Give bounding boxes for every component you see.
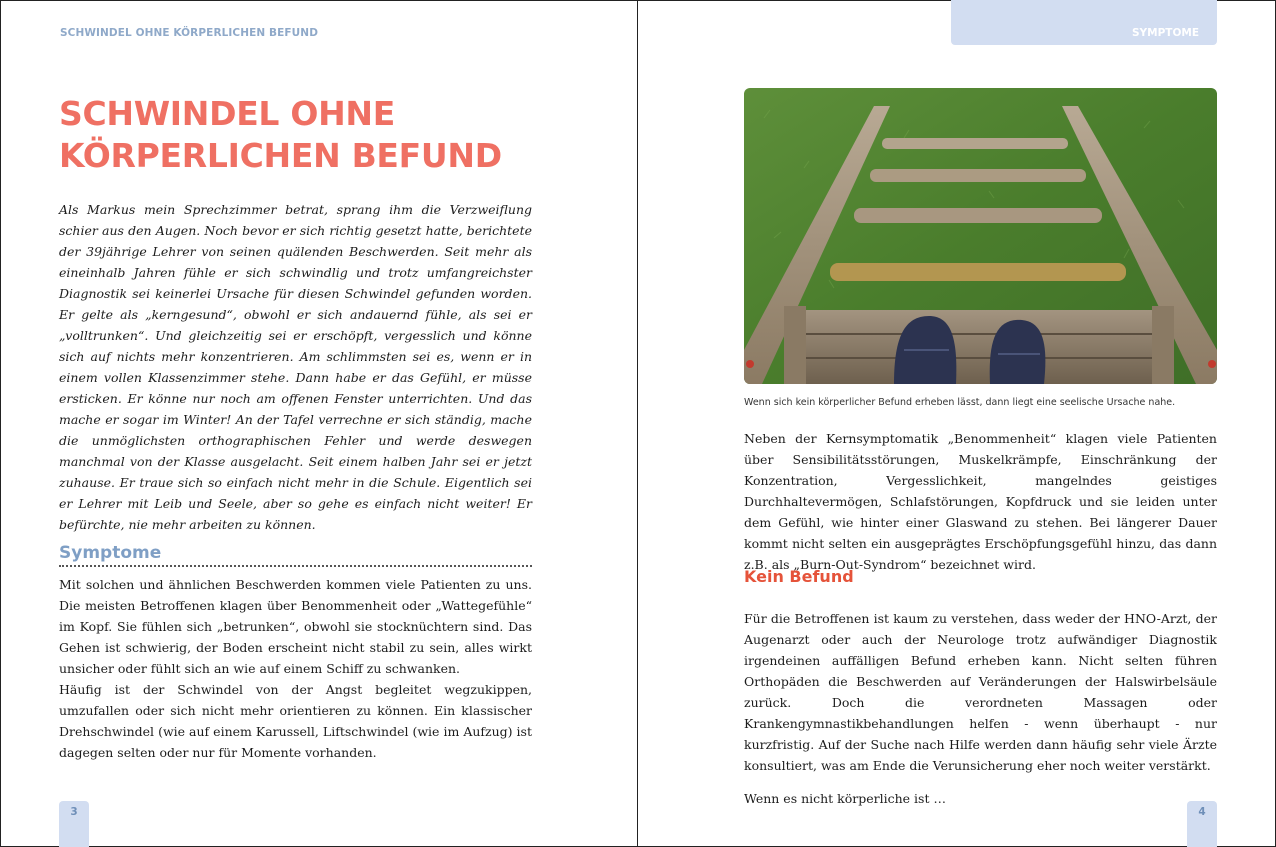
symptome-text (59, 574, 532, 763)
symptome-paragraph-2: Häufig ist der Schwindel von der Angst begleitet wegzukippen, umzufallen oder sich nicht mehr orientieren zu können. Ein klassischer Drehschwindel (wie auf einem Karussell, Liftschwindel (wie im Aufzug) ist dagegen selten oder nur für Momente vorhanden. (59, 682, 532, 760)
right-paragraph-1: Neben der Kernsymptomatik „Benommenheit“ klagen viele Patienten über Sensibilitätsstörungen, Muskelkrämpfe, Einschränkung der Konzentration, Vergesslichkeit, mangelndes geistiges Durchhaltevermögen, Schlafstörungen, Kopfdruck und sie leiden unter dem Gefühl, wie hinter einer Glaswand zu stehen. Bei längerer Dauer kommt nicht selten ein ausgeprägtes Erschöpfungsgefühl hinzu, das dann z.B. als „Burn-Out-Syndrom“ bezeichnet wird. (744, 431, 1217, 572)
section-tab-label: SYMPTOME (1131, 27, 1199, 39)
symptome-paragraph-1: Mit solchen und ähnlichen Beschwerden kommen viele Patienten zu uns. Die meisten Betroffenen klagen über Benommenheit oder „Wattegefühle“ im Kopf. Sie fühlen sich „betrunken“, obwohl sie stocknüchtern sind. Das Gehen ist schwierig, der Boden erscheint nicht stabil zu sein, alles wirkt unsicher oder fühlt sich an wie auf einem Schiff zu schwanken. (59, 577, 532, 676)
chapter-title-line-1: SCHWINDEL OHNE (59, 94, 395, 133)
symptoms-text-continued (744, 428, 1217, 575)
photo-caption: Wenn sich kein körperlicher Befund erheben lässt, dann liegt eine seelische Ursache nahe. (744, 397, 1176, 408)
chapter-title-line-2: KÖRPERLICHEN BEFUND (59, 136, 502, 175)
right-paragraph-3: Wenn es nicht körperliche ist … (744, 791, 946, 806)
section-tab (951, 0, 1217, 45)
ladder-photo (744, 88, 1217, 384)
section-heading-symptome: Symptome (59, 543, 532, 567)
kein-befund-text (744, 595, 1217, 822)
case-intro: Als Markus mein Sprechzimmer betrat, sprang ihm die Verzweiflung schier aus den Augen. Noch bevor er sich richtig gesetzt hatte, berichtete der 39jährige Lehrer von seinen quälenden Beschwerden. Seit mehr als eineinhalb Jahren fühle er sich schwindlig und trotz umfangreichster Diagnostik sei keinerlei Ursache für diesen Schwindel gefunden worden. Er gelte als „kerngesund“, obwohl er sich andauernd fühle, als sei er „volltrunken“. Und gleichzeitig sei er erschöpft, vergesslich und könne sich auf nichts mehr konzentrieren. Am schlimmsten sei es, wenn er in einem vollen Klassenzimmer stehe. Dann habe er das Gefühl, er müsse ersticken. Er könne nur noch am offenen Fenster unterrichten. Und das mache er sogar im Winter! An der Tafel verrechne er sich ständig, mache die unmöglichsten orthographischen Fehler und werde deswegen manchmal von der Klasse ausgelacht. Seit einem halben Jahr sei er jetzt zuhause. Er traue sich so einfach nicht mehr in die Schule. Eigentlich sei er Lehrer mit Leib und Seele, aber so gehe es einfach nicht weiter! Er befürchte, nie mehr arbeiten zu können. (59, 202, 532, 532)
running-head-left: SCHWINDEL OHNE KÖRPERLICHEN BEFUND (60, 27, 319, 39)
section-heading-kein-befund: Kein Befund (744, 567, 854, 586)
right-paragraph-2: Für die Betroffenen ist kaum zu verstehen, dass weder der HNO-Arzt, der Augenarzt oder auch der Neurologe trotz aufwändiger Diagnostik irgendeinen auffälligen Befund erheben kann. Nicht selten führen Orthopäden die Beschwerden auf Veränderungen der Halswirbelsäule zurück. Doch die verordneten Massagen oder Krankengymnastikbehandlungen helfen - wenn überhaupt - nur kurzfristig. Auf der Suche nach Hilfe werden dann häufig sehr viele Ärzte konsultiert, was am Ende die Verunsicherung eher noch weiter verstärkt. (744, 610, 1217, 773)
page-number-left: 3 (59, 801, 89, 847)
chapter-title (59, 93, 539, 177)
page-number-right: 4 (1187, 801, 1217, 847)
page-gutter (637, 0, 638, 847)
